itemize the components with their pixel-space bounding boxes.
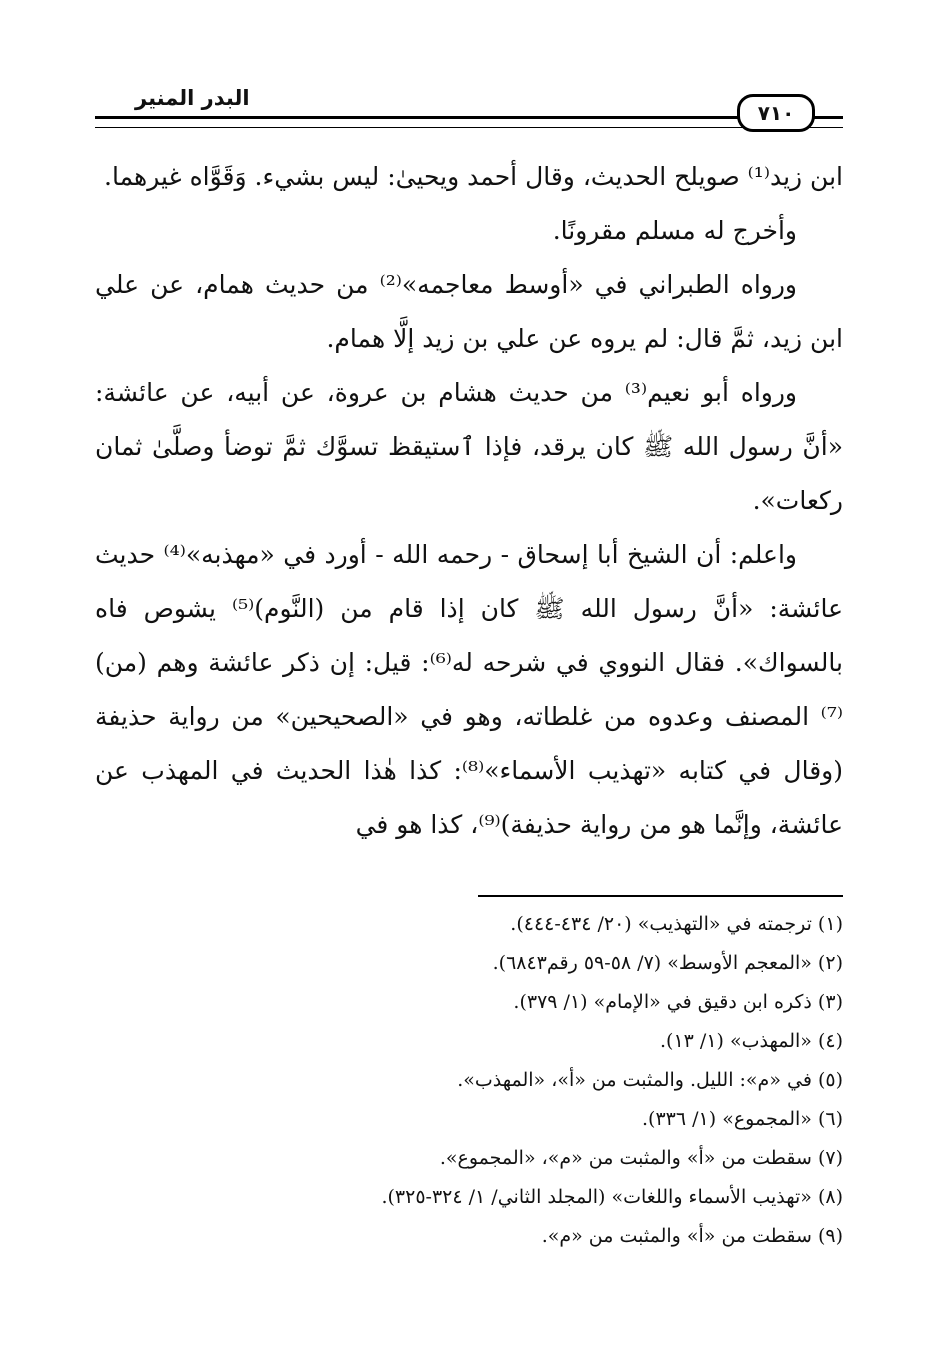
footnotes-list — [95, 905, 843, 1256]
footnote: (٣) ذكره ابن دقيق في «الإمام» (١/ ٣٧٩). — [513, 991, 843, 1013]
main-text — [95, 150, 843, 852]
footnote: (٥) في «م»: الليل. والمثبت من «أ»، «المهذب». — [457, 1069, 843, 1091]
paragraph: ورواه أبو نعيم⁽³⁾ من حديث هشام بن عروة، عن أبيه، عن عائشة: «أنَّ رسول الله ﷺ كان يرقد، فإذا ٱستيقظ تسوَّك ثمَّ توضأ وصلَّىٰ ثمان ركعات». — [95, 378, 843, 515]
running-header — [95, 80, 843, 130]
footnote: (٩) سقطت من «أ» والمثبت من «م». — [541, 1225, 843, 1247]
footnote-separator — [478, 895, 843, 897]
book-title: البدر المنير — [135, 86, 250, 110]
footnote: (٧) سقطت من «أ» والمثبت من «م»، «المجموع». — [439, 1147, 843, 1169]
footnote: (٢) «المعجم الأوسط» (٧/ ٥٨-٥٩ رقم٦٨٤٣). — [492, 952, 843, 974]
footnote: (٨) «تهذيب الأسماء واللغات» (المجلد الثاني/ ١/ ٣٢٤-٣٢٥). — [381, 1186, 843, 1208]
paragraph: ورواه الطبراني في «أوسط معاجمه»⁽²⁾ من حديث همام، عن علي ابن زيد، ثمَّ قال: لم يروه عن علي بن زيد إلَّا همام. — [95, 270, 843, 353]
paragraph: واعلم: أن الشيخ أبا إسحاق - رحمه الله - أورد في «مهذبه»⁽⁴⁾ حديث عائشة: «أنَّ رسول الله ﷺ كان إذا قام من (النَّوم)⁽⁵⁾ يشوص فاه بالسواك». فقال النووي في شرحه له⁽⁶⁾: قيل: إن ذكر عائشة وهم (من)⁽⁷⁾ المصنف وعدوه من غلطاته، وهو في «الصحيحين» من رواية حذيفة (وقال في كتابه «تهذيب الأسماء»⁽⁸⁾: كذا هٰذا الحديث في المهذب عن عائشة، وإنَّما هو من رواية حذيفة)⁽⁹⁾، كذا هو في — [95, 540, 843, 839]
header-rule — [95, 116, 843, 128]
page-number: ٧١٠ — [737, 94, 815, 132]
footnote: (١) ترجمته في «التهذيب» (٢٠/ ٤٣٤-٤٤٤). — [510, 913, 843, 935]
footnote: (٦) «المجموع» (١/ ٣٣٦). — [642, 1108, 843, 1130]
paragraph: وأخرج له مسلم مقرونًا. — [552, 216, 797, 245]
paragraph: ابن زيد⁽¹⁾ صويلح الحديث، وقال أحمد ويحيىٰ: ليس بشيء. وَقَوَّاه غيرهما. — [104, 162, 843, 191]
footnote: (٤) «المهذب» (١/ ١٣). — [659, 1030, 843, 1052]
